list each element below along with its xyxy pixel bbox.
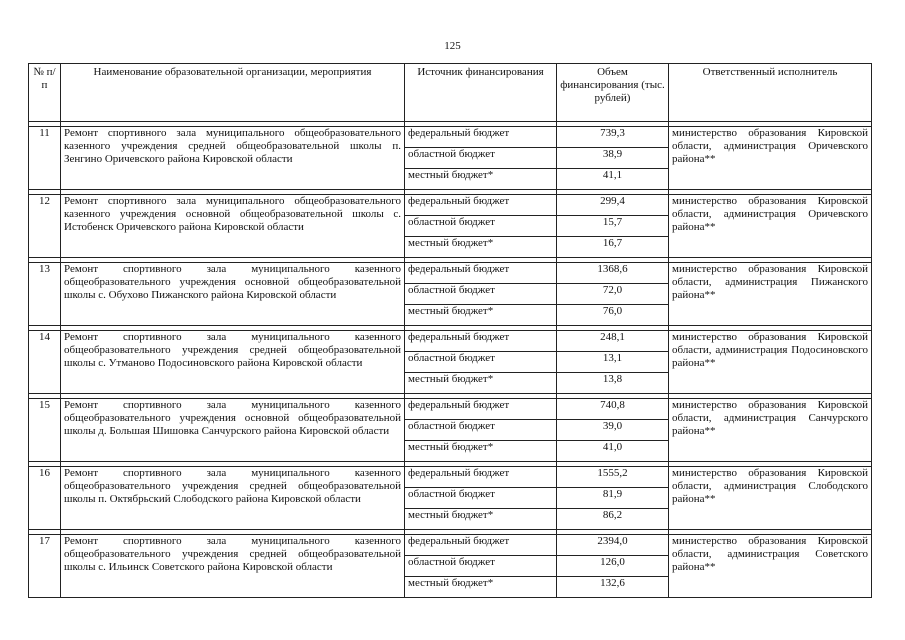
funding-amount: 2394,0 xyxy=(557,535,669,556)
organization-name: Ремонт спортивного зала муниципального общеобразовательного казенного учреждения основной общеобразовательной школы с. Истобенск Оричевского района Кировской области xyxy=(61,195,405,258)
row-number: 17 xyxy=(29,535,61,598)
organization-name: Ремонт спортивного зала муниципального казенного общеобразовательного учреждения основной общеобразовательной школы д. Большая Шишовка Санчурского района Кировской области xyxy=(61,399,405,462)
funding-source: федеральный бюджет xyxy=(405,263,557,284)
funding-amount: 248,1 xyxy=(557,331,669,352)
funding-source: федеральный бюджет xyxy=(405,127,557,148)
header-num: № п/п xyxy=(29,64,61,122)
organization-name: Ремонт спортивного зала муниципального общеобразовательного казенного учреждения средней общеобразовательной школы п. Зенгино Оричевского района Кировской области xyxy=(61,127,405,190)
table-body xyxy=(29,122,872,598)
header-responsible: Ответственный исполнитель xyxy=(669,64,872,122)
funding-source: местный бюджет* xyxy=(405,441,557,462)
funding-amount: 739,3 xyxy=(557,127,669,148)
funding-amount: 81,9 xyxy=(557,488,669,509)
table-row xyxy=(29,195,872,216)
funding-source: областной бюджет xyxy=(405,556,557,577)
funding-source: местный бюджет* xyxy=(405,509,557,530)
funding-table xyxy=(28,63,872,598)
funding-amount: 13,1 xyxy=(557,352,669,373)
funding-source: местный бюджет* xyxy=(405,169,557,190)
funding-amount: 39,0 xyxy=(557,420,669,441)
funding-source: областной бюджет xyxy=(405,284,557,305)
responsible-executor: министерство образования Кировской области, администрация Советского района** xyxy=(669,535,872,598)
funding-amount: 41,0 xyxy=(557,441,669,462)
page-number: 125 xyxy=(444,40,461,52)
responsible-executor: министерство образования Кировской области, администрация Пижанского района** xyxy=(669,263,872,326)
funding-source: областной бюджет xyxy=(405,352,557,373)
funding-source: местный бюджет* xyxy=(405,305,557,326)
funding-amount: 299,4 xyxy=(557,195,669,216)
organization-name: Ремонт спортивного зала муниципального казенного общеобразовательного учреждения основной общеобразовательной школы с. Обухово Пижанского района Кировской области xyxy=(61,263,405,326)
table-row xyxy=(29,467,872,488)
funding-amount: 38,9 xyxy=(557,148,669,169)
table-row xyxy=(29,399,872,420)
table-row xyxy=(29,263,872,284)
funding-source: областной бюджет xyxy=(405,148,557,169)
organization-name: Ремонт спортивного зала муниципального казенного общеобразовательного учреждения средней общеобразовательной школы с. Ильинск Советского района Кировской области xyxy=(61,535,405,598)
responsible-executor: министерство образования Кировской области, администрация Слободского района** xyxy=(669,467,872,530)
funding-amount: 76,0 xyxy=(557,305,669,326)
funding-amount: 41,1 xyxy=(557,169,669,190)
responsible-executor: министерство образования Кировской области, администрация Подосиновского района** xyxy=(669,331,872,394)
organization-name: Ремонт спортивного зала муниципального казенного общеобразовательного учреждения средней общеобразовательной школы п. Октябрьский Слободского района Кировской области xyxy=(61,467,405,530)
funding-amount: 15,7 xyxy=(557,216,669,237)
table-row xyxy=(29,127,872,148)
funding-amount: 1555,2 xyxy=(557,467,669,488)
funding-source: местный бюджет* xyxy=(405,373,557,394)
funding-amount: 740,8 xyxy=(557,399,669,420)
row-number: 16 xyxy=(29,467,61,530)
funding-source: областной бюджет xyxy=(405,420,557,441)
table-row xyxy=(29,535,872,556)
funding-source: местный бюджет* xyxy=(405,237,557,258)
table-row xyxy=(29,331,872,352)
row-number: 15 xyxy=(29,399,61,462)
funding-amount: 16,7 xyxy=(557,237,669,258)
responsible-executor: министерство образования Кировской области, администрация Санчурского района** xyxy=(669,399,872,462)
funding-amount: 1368,6 xyxy=(557,263,669,284)
row-number: 12 xyxy=(29,195,61,258)
responsible-executor: министерство образования Кировской области, администрация Оричевского района** xyxy=(669,195,872,258)
funding-source: федеральный бюджет xyxy=(405,467,557,488)
funding-source: федеральный бюджет xyxy=(405,399,557,420)
responsible-executor: министерство образования Кировской области, администрация Оричевского района** xyxy=(669,127,872,190)
funding-source: областной бюджет xyxy=(405,216,557,237)
funding-amount: 13,8 xyxy=(557,373,669,394)
header-source: Источник финансирования xyxy=(405,64,557,122)
table-header-row xyxy=(29,64,872,122)
funding-source: федеральный бюджет xyxy=(405,331,557,352)
header-amount: Объем финансирования (тыс. рублей) xyxy=(557,64,669,122)
row-number: 11 xyxy=(29,127,61,190)
header-name: Наименование образовательной организации, мероприятия xyxy=(61,64,405,122)
row-number: 14 xyxy=(29,331,61,394)
funding-source: местный бюджет* xyxy=(405,577,557,598)
funding-source: областной бюджет xyxy=(405,488,557,509)
funding-amount: 126,0 xyxy=(557,556,669,577)
organization-name: Ремонт спортивного зала муниципального казенного общеобразовательного учреждения средней общеобразовательной школы с. Утманово Подосиновского района Кировской области xyxy=(61,331,405,394)
funding-amount: 72,0 xyxy=(557,284,669,305)
funding-amount: 132,6 xyxy=(557,577,669,598)
funding-source: федеральный бюджет xyxy=(405,535,557,556)
row-number: 13 xyxy=(29,263,61,326)
funding-amount: 86,2 xyxy=(557,509,669,530)
funding-source: федеральный бюджет xyxy=(405,195,557,216)
